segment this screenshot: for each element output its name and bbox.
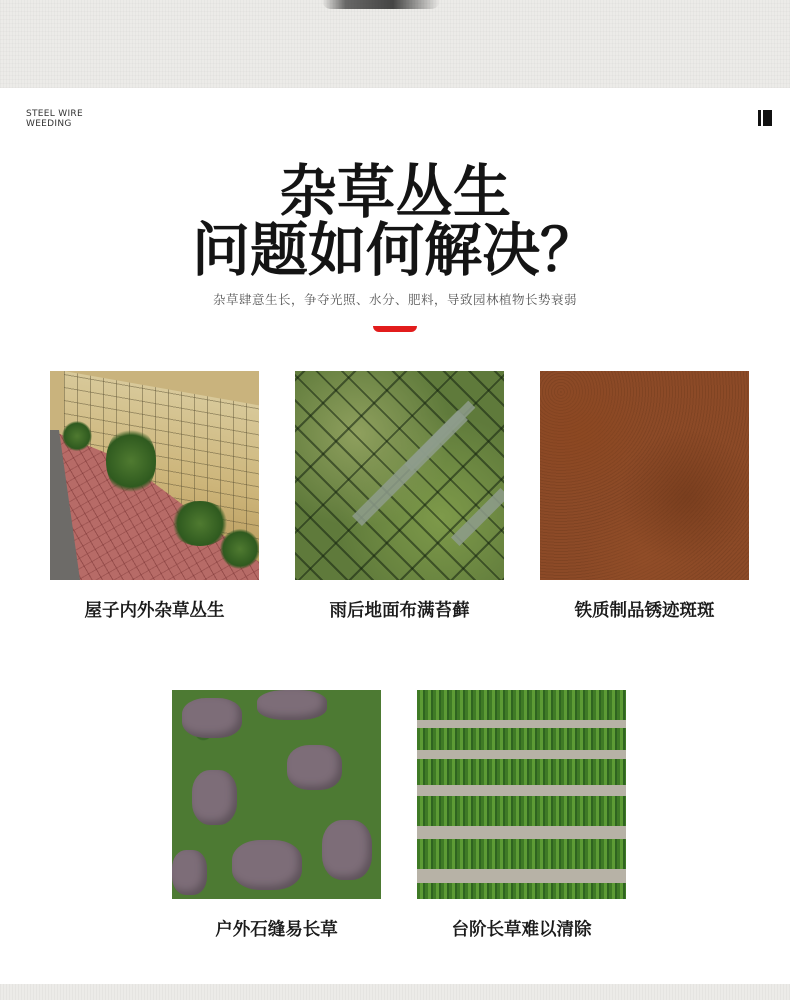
problem-caption: 台阶长草难以清除 [451,920,592,940]
stone-cracks-photo [172,690,381,899]
problem-caption: 铁质制品锈迹斑斑 [574,601,715,621]
grassy-steps-photo [417,690,626,899]
page-mark-icon [758,110,772,126]
problem-card-moss [295,371,504,621]
problem-card-rust [540,371,749,621]
rust-surface-photo [540,371,749,580]
weeds-house-photo [50,371,259,580]
hero-title-line2: 问题如何解决？ [191,216,598,284]
problem-card-steps [417,690,626,940]
top-texture-band [0,0,790,88]
problem-card-stone-cracks [172,690,381,940]
moss-ground-photo [295,371,504,580]
problem-caption: 雨后地面布满苔藓 [329,601,470,621]
brush-stroke-decoration [322,0,440,9]
accent-divider [373,326,417,332]
problem-card-weeds-house [50,371,259,621]
problem-caption: 户外石缝易长草 [215,920,338,940]
bottom-texture-band [0,984,790,1000]
hero-subtitle: 杂草肆意生长，争夺光照、水分、肥料，导致园林植物长势衰弱 [212,292,577,307]
hero-title-line1: 杂草丛生 [278,158,511,226]
problem-caption: 屋子内外杂草丛生 [84,601,225,621]
brand-label: STEEL WIRE WEEDING [26,109,83,129]
